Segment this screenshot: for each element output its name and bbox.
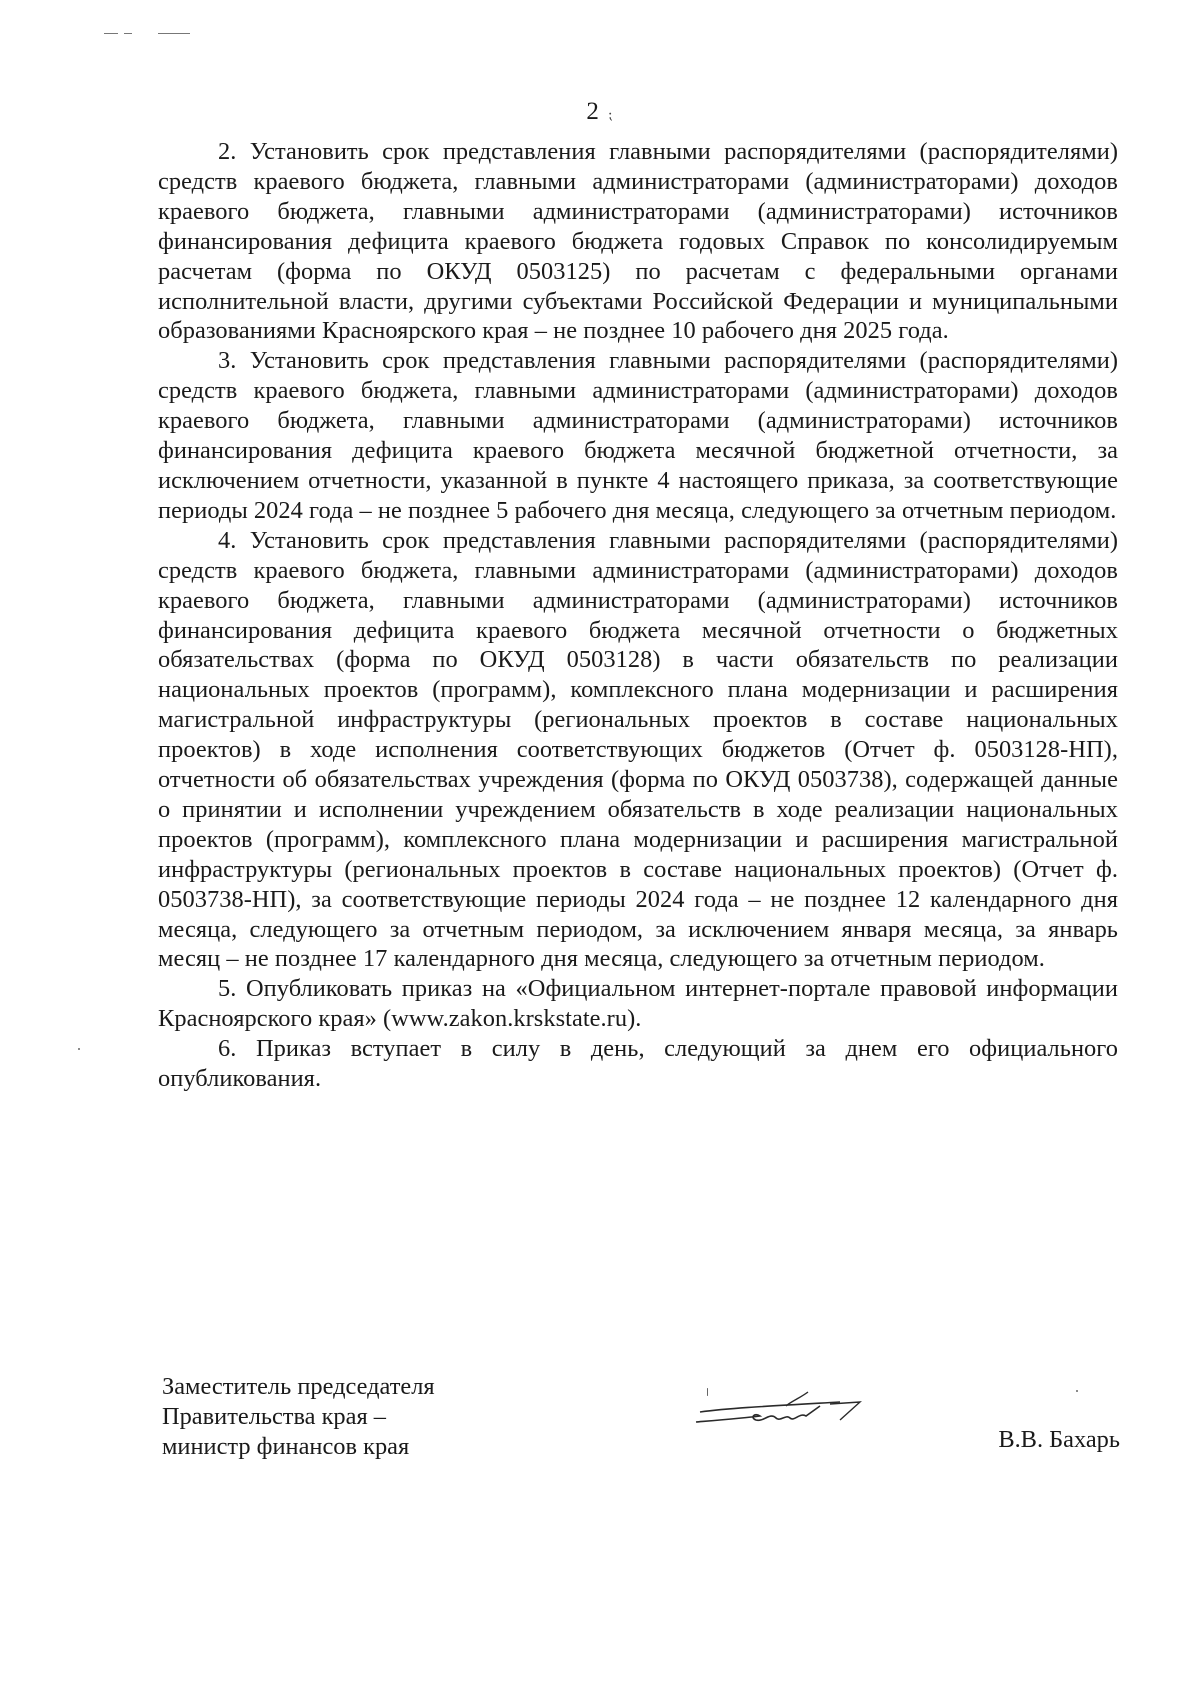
- scan-speck: [78, 1048, 80, 1050]
- paragraph: 3. Установить срок представления главными распорядителями (распорядителями) средств краевого бюджета, главными администраторами (администраторами) доходов краевого бюджета, главными администраторами (администраторами) источников финансирования дефицита краевого бюджета месячной бюджетной отчетности, за исключением отчетности, указанной в пункте 4 настоящего приказа, за соответствующие периоды 2024 года – не позднее 5 рабочего дня месяца, следующего за отчетным периодом.: [158, 347, 1118, 524]
- signatory-title-line: Заместитель председателя: [162, 1373, 435, 1400]
- signatory-title-line: министр финансов края: [162, 1433, 410, 1460]
- handwritten-signature: [690, 1382, 865, 1434]
- paragraph: 5. Опубликовать приказ на «Официальном интернет-портале правовой информации Красноярского края» (www.zakon.krskstate.ru).: [158, 975, 1118, 1033]
- scan-speck: [707, 1388, 708, 1396]
- signatory-title-line: Правительства края –: [162, 1403, 386, 1430]
- scan-artifact: [124, 33, 132, 34]
- paragraph: 2. Установить срок представления главными распорядителями (распорядителями) средств краевого бюджета, главными администраторами (администраторами) доходов краевого бюджета, главными администраторами (администраторами) источников финансирования дефицита краевого бюджета годовых Справок по консолидируемым расчетам (форма по ОКУД 0503125) по расчетам с федеральными органами исполнительной власти, другими субъектами Российской Федерации и муниципальными образованиями Красноярского края – не позднее 10 рабочего дня 2025 года.: [158, 138, 1118, 345]
- document-body: [158, 137, 1118, 1094]
- scan-speck: ⁏: [607, 108, 614, 123]
- signatory-name: В.В. Бахарь: [998, 1426, 1120, 1453]
- page-number: [0, 98, 1200, 126]
- scan-speck: [1076, 1390, 1078, 1392]
- scan-artifact: [158, 33, 190, 34]
- paragraph: 6. Приказ вступает в силу в день, следующий за днем его официального опубликования.: [158, 1035, 1118, 1093]
- signatory-title: [162, 1372, 435, 1462]
- page-number-text: 2: [586, 98, 600, 125]
- scan-artifact: [104, 33, 118, 34]
- paragraph: 4. Установить срок представления главными распорядителями (распорядителями) средств краевого бюджета, главными администраторами (администраторами) доходов краевого бюджета, главными администраторами (администраторами) источников финансирования дефицита краевого бюджета месячной отчетности о бюджетных обязательствах (форма по ОКУД 0503128) в части обязательств по реализации национальных проектов (программ), комплексного плана модернизации и расширения магистральной инфраструктуры (региональных проектов в составе национальных проектов) в ходе исполнения соответствующих бюджетов (Отчет ф. 0503128-НП), отчетности об обязательствах учреждения (форма по ОКУД 0503738), содержащей данные о принятии и исполнении учреждением обязательств в ходе реализации национальных проектов (программ), комплексного плана модернизации и расширения магистральной инфраструктуры (региональных проектов в составе национальных проектов) (Отчет ф. 0503738-НП), за соответствующие периоды 2024 года – не позднее 12 календарного дня месяца, следующего за отчетным периодом, за исключением января месяца, за январь месяц – не позднее 17 календарного дня месяца, следующего за отчетным периодом.: [158, 526, 1118, 973]
